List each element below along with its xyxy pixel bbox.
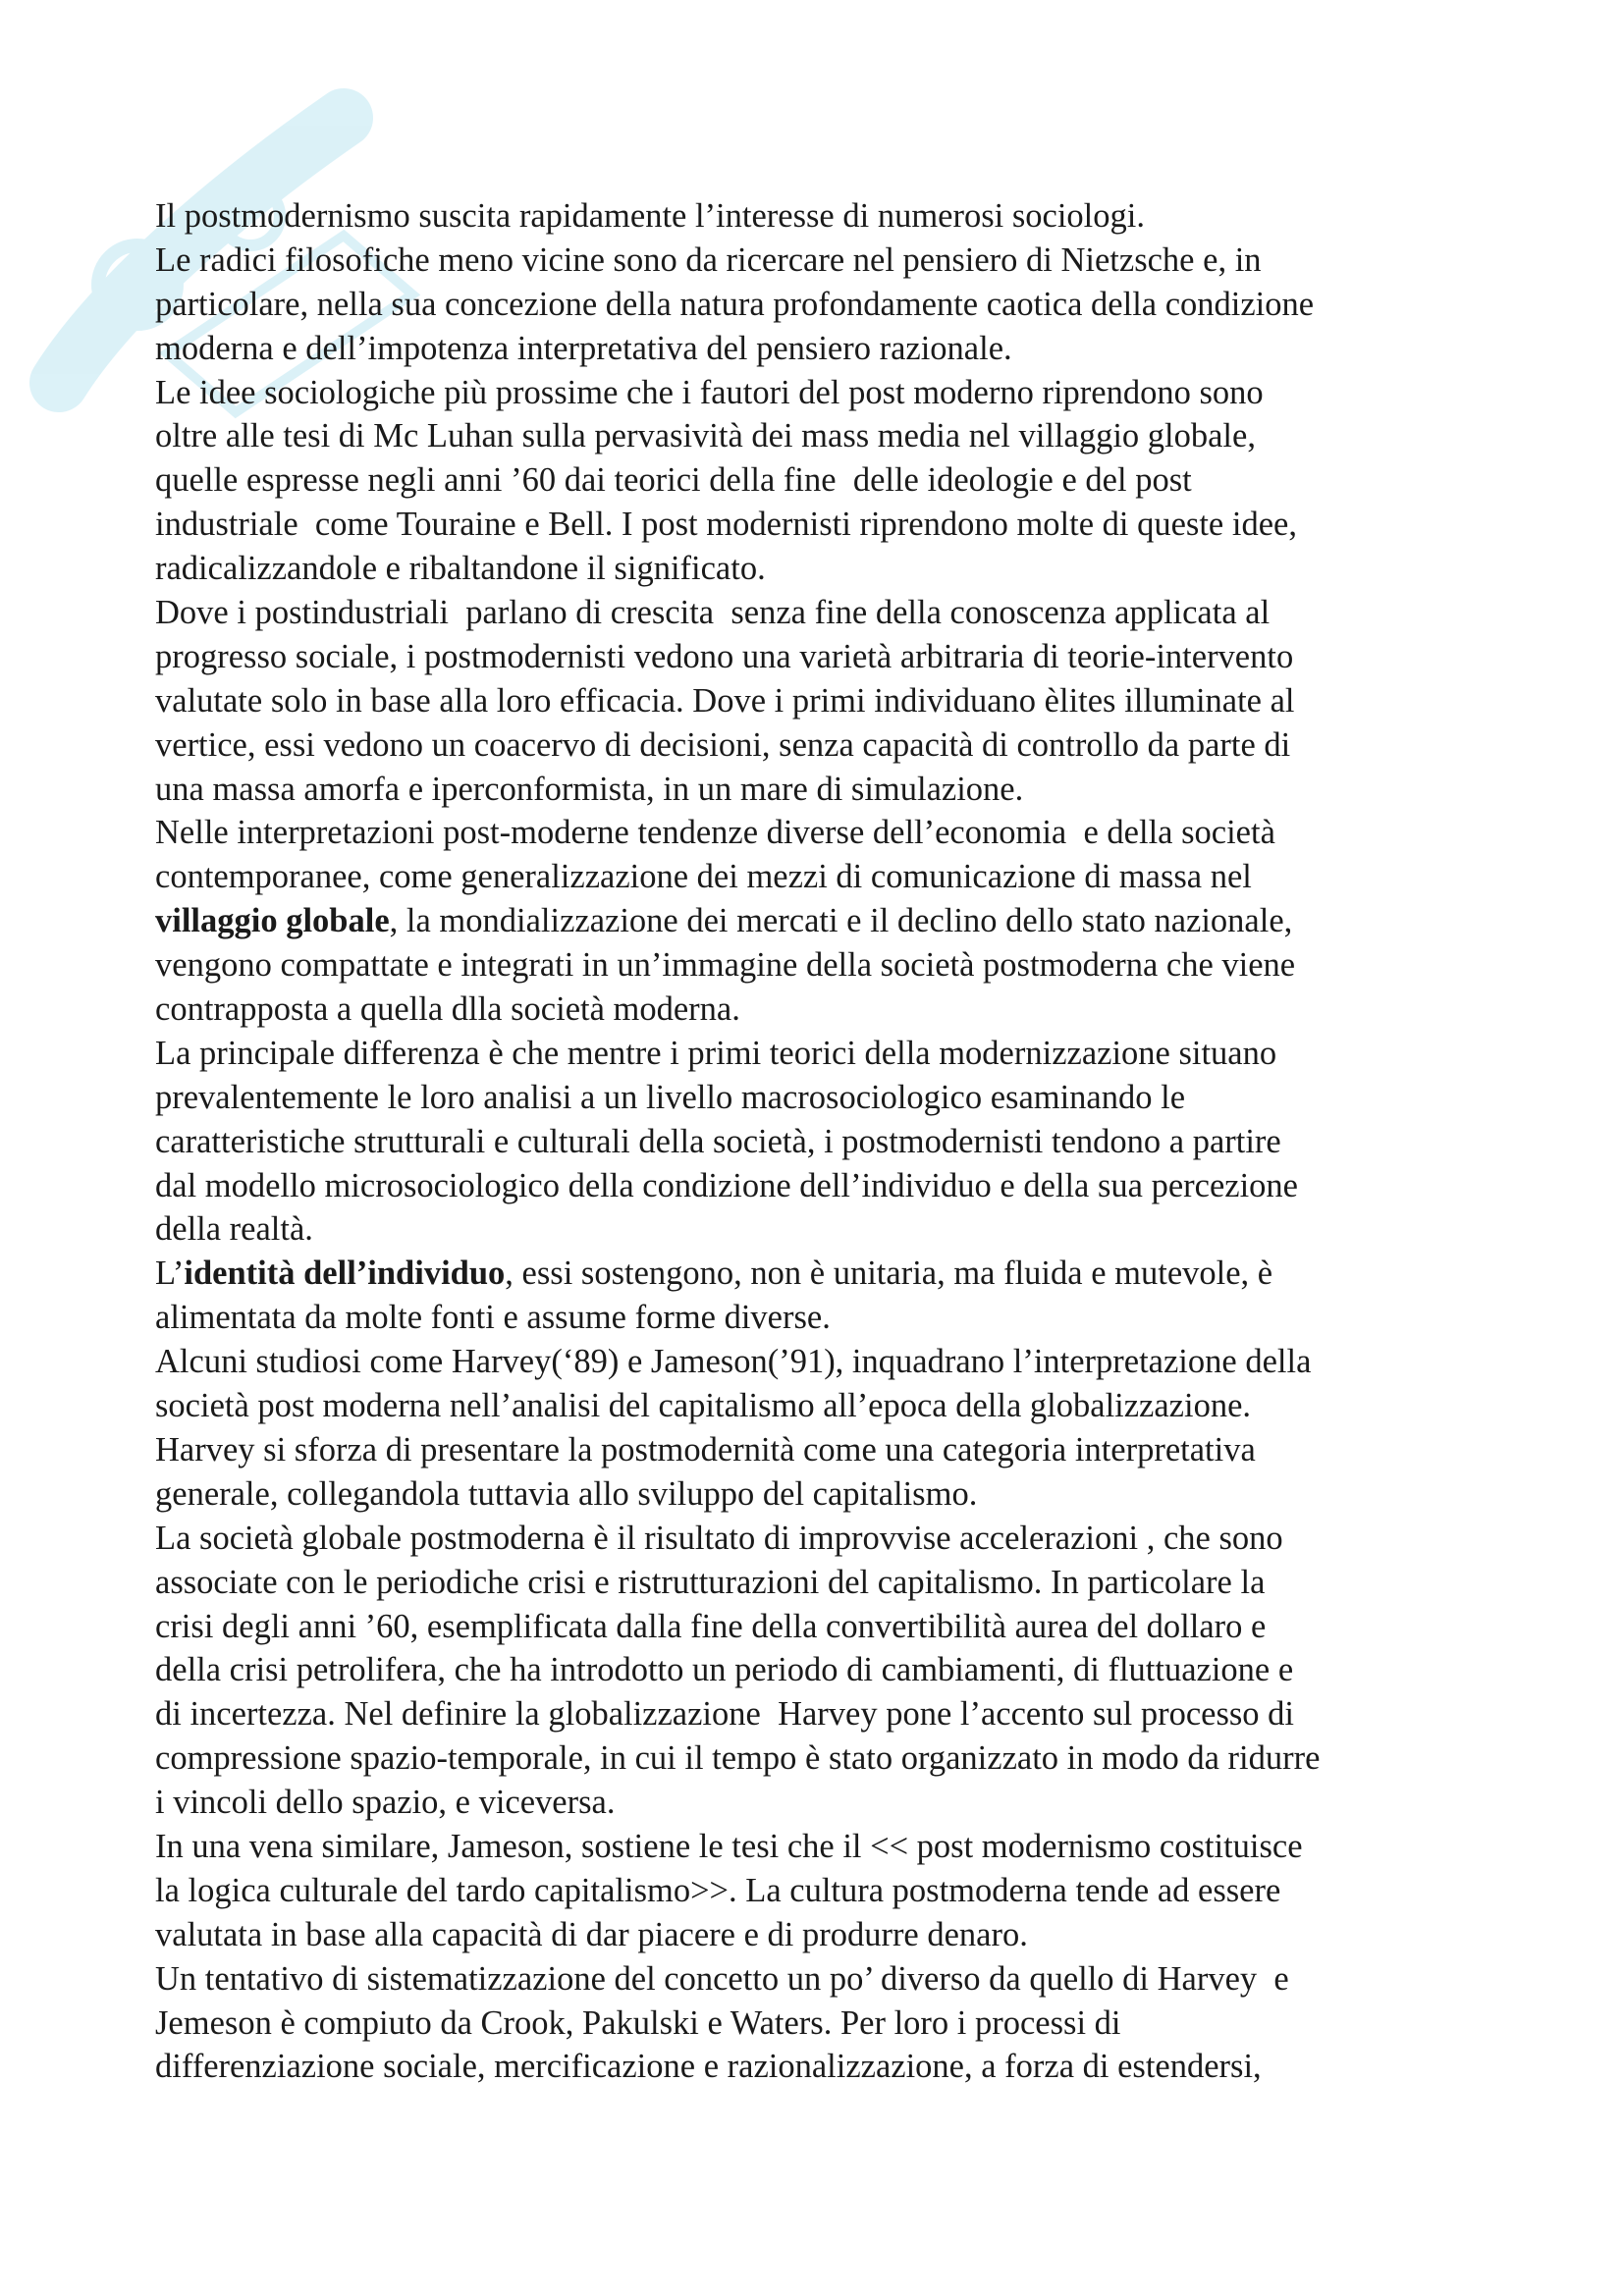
text-line — [155, 855, 1490, 899]
text-segment: compressione spazio-temporale, in cui il tempo è stato organizzato in modo da ridurre — [155, 1739, 1321, 1778]
text-segment: La società globale postmoderna è il risultato di improvvise accelerazioni , che sono — [155, 1519, 1283, 1557]
text-segment: L’ — [155, 1255, 185, 1293]
text-segment: contemporanee, come generalizzazione dei mezzi di comunicazione di massa nel — [155, 858, 1252, 896]
text-segment: Le radici filosofiche meno vicine sono da ricercare nel pensiero di Nietzsche e, in — [155, 240, 1262, 279]
text-line — [155, 988, 1490, 1032]
text-line — [155, 327, 1490, 371]
text-line — [155, 1076, 1490, 1120]
bold-text: villaggio globale — [155, 902, 390, 940]
text-segment: la logica culturale del tardo capitalismo>>. La cultura postmoderna tende ad essere — [155, 1871, 1281, 1909]
text-segment: Nelle interpretazioni post-moderne tendenze diverse dell’economia e della società — [155, 814, 1275, 852]
bold-text: identità dell’individuo — [184, 1255, 506, 1293]
text-line — [155, 899, 1490, 943]
text-line — [155, 1120, 1490, 1164]
text-line — [155, 1472, 1490, 1517]
text-segment: Jemeson è compiuto da Crook, Pakulski e Waters. Per loro i processi di — [155, 2003, 1121, 2042]
text-segment: Il postmodernismo suscita rapidamente l’interesse di numerosi sociologi. — [155, 197, 1145, 235]
text-line — [155, 283, 1490, 327]
text-segment: La principale differenza è che mentre i primi teorici della modernizzazione situano — [155, 1034, 1277, 1072]
text-line — [155, 1957, 1490, 2002]
text-segment: moderna e dell’impotenza interpretativa del pensiero razionale. — [155, 329, 1012, 367]
text-segment: della crisi petrolifera, che ha introdotto un periodo di cambiamenti, di fluttuazione e — [155, 1651, 1294, 1689]
text-segment: alimentata da molte fonti e assume forme diverse. — [155, 1299, 831, 1337]
text-line — [155, 1692, 1490, 1736]
text-segment: associate con le periodiche crisi e ristrutturazioni del capitalismo. In particolare la — [155, 1563, 1266, 1601]
text-segment: prevalentemente le loro analisi a un livello macrosociologico esaminando le — [155, 1078, 1186, 1116]
text-segment: quelle espresse negli anni ’60 dai teorici della fine delle ideologie e del post — [155, 461, 1192, 500]
text-segment: Un tentativo di sistematizzazione del concetto un po’ diverso da quello di Harvey e — [155, 1959, 1289, 1998]
text-line — [155, 414, 1490, 458]
text-line — [155, 1781, 1490, 1825]
text-segment: radicalizzandole e ribaltandone il significato. — [155, 550, 766, 588]
text-line — [155, 1605, 1490, 1649]
text-segment: i vincoli dello spazio, e viceversa. — [155, 1784, 616, 1822]
text-line — [155, 2002, 1490, 2046]
text-line — [155, 768, 1490, 812]
text-line — [155, 547, 1490, 591]
text-segment: oltre alle tesi di Mc Luhan sulla pervasività dei mass media nel villaggio globale, — [155, 417, 1256, 455]
text-segment: dal modello microsociologico della condizione dell’individuo e della sua percezione — [155, 1166, 1298, 1204]
text-segment: valutate solo in base alla loro efficacia. Dove i primi individuano èlites illuminate al — [155, 681, 1295, 720]
document-body — [155, 194, 1490, 2089]
text-segment: vengono compattate e integrati in un’immagine della società postmoderna che viene — [155, 946, 1296, 985]
text-line — [155, 239, 1490, 283]
text-line — [155, 1428, 1490, 1472]
text-line — [155, 1164, 1490, 1208]
text-segment: industriale come Touraine e Bell. I post modernisti riprendono molte di queste idee, — [155, 506, 1297, 544]
text-line — [155, 1296, 1490, 1340]
text-segment: crisi degli anni ’60, esemplificata dalla fine della convertibilità aurea del dollaro e — [155, 1607, 1267, 1645]
text-line — [155, 1207, 1490, 1252]
text-line — [155, 1648, 1490, 1692]
text-line — [155, 1561, 1490, 1605]
text-line — [155, 1032, 1490, 1076]
text-segment: , la mondializzazione dei mercati e il declino dello stato nazionale, — [389, 902, 1293, 940]
text-line — [155, 2045, 1490, 2089]
text-line — [155, 1913, 1490, 1957]
text-segment: valutata in base alla capacità di dar piacere e di produrre denaro. — [155, 1915, 1028, 1953]
text-line — [155, 943, 1490, 988]
text-line — [155, 591, 1490, 635]
text-line — [155, 635, 1490, 679]
text-line — [155, 1384, 1490, 1428]
text-line — [155, 811, 1490, 855]
text-segment: di incertezza. Nel definire la globalizzazione Harvey pone l’accento sul processo di — [155, 1695, 1295, 1734]
text-segment: caratteristiche strutturali e culturali della società, i postmodernisti tendono a partire — [155, 1122, 1281, 1160]
text-segment: Dove i postindustriali parlano di crescita senza fine della conoscenza applicata al — [155, 594, 1271, 632]
text-line — [155, 1517, 1490, 1561]
text-line — [155, 1252, 1490, 1296]
text-line — [155, 1736, 1490, 1781]
text-segment: vertice, essi vedono un coacervo di decisioni, senza capacità di controllo da parte di — [155, 725, 1291, 764]
text-line — [155, 371, 1490, 415]
text-line — [155, 1869, 1490, 1913]
text-segment: , essi sostengono, non è unitaria, ma fluida e mutevole, è — [505, 1255, 1273, 1293]
text-segment: società post moderna nell’analisi del capitalismo all’epoca della globalizzazione. — [155, 1387, 1252, 1425]
text-line — [155, 723, 1490, 768]
text-segment: In una vena similare, Jameson, sostiene le tesi che il << post modernismo costituisce — [155, 1827, 1303, 1865]
text-segment: Harvey si sforza di presentare la postmodernità come una categoria interpretativa — [155, 1430, 1256, 1468]
text-segment: generale, collegandola tuttavia allo sviluppo del capitalismo. — [155, 1474, 978, 1513]
text-segment: Alcuni studiosi come Harvey(‘89) e Jameson(’91), inquadrano l’interpretazione della — [155, 1343, 1312, 1381]
text-segment: della realtà. — [155, 1210, 313, 1249]
text-segment: una massa amorfa e iperconformista, in un mare di simulazione. — [155, 770, 1024, 808]
text-line — [155, 503, 1490, 547]
text-segment: progresso sociale, i postmodernisti vedono una varietà arbitraria di teorie-intervento — [155, 637, 1294, 675]
text-segment: Le idee sociologiche più prossime che i fautori del post moderno riprendono sono — [155, 373, 1264, 411]
text-segment: differenziazione sociale, mercificazione e razionalizzazione, a forza di estendersi, — [155, 2048, 1262, 2086]
text-segment: contrapposta a quella dlla società moderna. — [155, 990, 740, 1029]
text-line — [155, 679, 1490, 723]
text-line — [155, 194, 1490, 239]
text-line — [155, 458, 1490, 503]
text-line — [155, 1825, 1490, 1869]
text-segment: particolare, nella sua concezione della natura profondamente caotica della condizione — [155, 285, 1315, 323]
text-line — [155, 1340, 1490, 1384]
